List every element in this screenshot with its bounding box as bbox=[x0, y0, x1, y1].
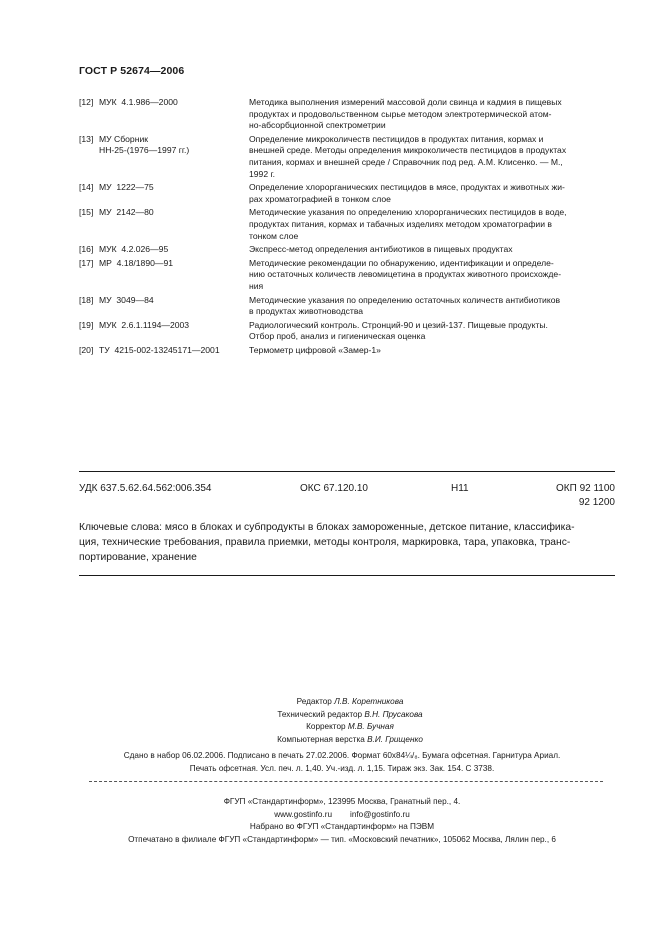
reference-code-line: НН-25-(1976—1997 гг.) bbox=[99, 145, 190, 156]
editor-credit bbox=[180, 734, 520, 747]
reference-code bbox=[99, 295, 249, 318]
editor-role: Технический редактор bbox=[277, 709, 363, 719]
reference-code bbox=[99, 97, 249, 132]
okp-code-line: ОКП 92 1100 bbox=[556, 483, 615, 494]
reference-code bbox=[99, 182, 249, 205]
reference-number: [19] bbox=[79, 319, 94, 330]
reference-item bbox=[79, 258, 615, 293]
reference-title bbox=[249, 320, 615, 343]
printing-note: Отпечатано в филиале ФГУП «Стандартинформ» — тип. «Московский печатник», 105062 Москва, Лялин пер., 6 bbox=[128, 834, 556, 844]
reference-title-line: Отбор проб, анализ и гигиеническая оценка bbox=[249, 331, 426, 342]
editor-role: Компьютерная верстка bbox=[277, 734, 365, 744]
editor-credit bbox=[180, 721, 520, 734]
reference-code-line: ТУ 4215-002-13245171—2001 bbox=[99, 344, 220, 355]
email-link[interactable]: info@gostinfo.ru bbox=[350, 809, 410, 819]
reference-title bbox=[249, 258, 615, 293]
reference-title-line: Термометр цифровой «Замер-1» bbox=[249, 344, 381, 355]
reference-item bbox=[79, 345, 615, 357]
reference-item bbox=[79, 295, 615, 318]
reference-title-line: Методические указания по определению хлорорганических пестицидов в воде, bbox=[249, 207, 567, 218]
reference-title bbox=[249, 207, 615, 242]
typesetting-note: Набрано во ФГУП «Стандартинформ» на ПЭВМ bbox=[249, 822, 435, 831]
imprint-line: Сдано в набор 06.02.2006. Подписано в печать 27.02.2006. Формат 60x84¼/₈. Бумага офсетная. Гарнитура Ариал. bbox=[123, 751, 561, 760]
reference-code bbox=[99, 258, 249, 293]
reference-number: [17] bbox=[79, 257, 94, 268]
publisher-contacts bbox=[82, 809, 602, 822]
reference-number: [18] bbox=[79, 294, 94, 305]
group-code: Н11 bbox=[451, 483, 469, 494]
reference-title bbox=[249, 345, 615, 357]
reference-title-line: но-абсорбционной спектрометрии bbox=[249, 120, 386, 131]
reference-item bbox=[79, 182, 615, 205]
reference-title-line: Методические указания по определению остаточных количеств антибиотиков bbox=[249, 294, 561, 305]
references-list bbox=[79, 97, 615, 358]
udc-code: УДК 637.5.62.64.562:006.354 bbox=[79, 483, 212, 494]
reference-title-line: нию остаточных количеств левомицетина в продуктах животного происхожде- bbox=[249, 269, 562, 280]
imprint-line: Печать офсетная. Усл. печ. л. 1,40. Уч.-изд. л. 1,15. Тираж экз. Зак. 154. С 3738. bbox=[189, 763, 495, 773]
reference-code bbox=[99, 134, 249, 180]
reference-item bbox=[79, 244, 615, 256]
website-link[interactable]: www.gostinfo.ru bbox=[274, 809, 333, 819]
reference-number: [16] bbox=[79, 244, 94, 255]
reference-number: [12] bbox=[79, 97, 94, 107]
editor-name: В.И. Грищенко bbox=[367, 734, 423, 744]
keywords-line: портирование, хранение bbox=[79, 552, 197, 563]
oks-code: ОКС 67.120.10 bbox=[300, 483, 368, 494]
reference-title-line: в продуктах животноводства bbox=[249, 306, 364, 317]
reference-title bbox=[249, 97, 615, 132]
reference-code-line: МР 4.18/1890—91 bbox=[99, 257, 174, 268]
publisher-info bbox=[82, 796, 602, 846]
editor-name: М.В. Бучная bbox=[347, 722, 394, 731]
reference-code-line: МУК 2.6.1.1194—2003 bbox=[99, 319, 190, 330]
reference-title bbox=[249, 244, 615, 256]
reference-number: [13] bbox=[79, 133, 94, 144]
reference-code-line: МУК 4.2.026—95 bbox=[99, 244, 169, 255]
reference-code-line: МУК 4.1.986—2000 bbox=[99, 97, 178, 107]
editor-name: Л.В. Коретникова bbox=[334, 697, 404, 706]
document-code-header: ГОСТ Р 52674—2006 bbox=[79, 65, 185, 77]
reference-title-line: продуктах и продовольственном сырье методом электротермической атом- bbox=[249, 108, 552, 119]
reference-code-line: МУ Сборник bbox=[99, 133, 148, 144]
editor-role: Корректор bbox=[306, 722, 346, 731]
reference-title bbox=[249, 182, 615, 205]
dashed-divider bbox=[89, 781, 603, 782]
reference-code-line: МУ 2142—80 bbox=[99, 207, 154, 218]
okp-code-line: 92 1200 bbox=[578, 497, 615, 508]
top-divider bbox=[79, 471, 615, 472]
reference-number: [15] bbox=[79, 207, 94, 218]
reference-item bbox=[79, 97, 615, 132]
keywords-line: Ключевые слова: мясо в блоках и субпродукты в блоках замороженные, детское питание, классифика- bbox=[79, 522, 575, 533]
editorial-credits bbox=[180, 696, 520, 746]
reference-code-line: МУ 1222—75 bbox=[99, 182, 154, 193]
editor-credit bbox=[180, 709, 520, 722]
reference-title bbox=[249, 295, 615, 318]
reference-title-line: Определение хлорорганических пестицидов в мясе, продуктах и животных жи- bbox=[249, 182, 565, 193]
reference-number: [20] bbox=[79, 344, 94, 355]
reference-number: [14] bbox=[79, 182, 94, 193]
reference-item bbox=[79, 134, 615, 180]
keywords-paragraph bbox=[79, 520, 615, 565]
editor-role: Редактор bbox=[296, 697, 332, 706]
reference-title-line: Методические рекомендации по обнаружению, идентификации и определе- bbox=[249, 257, 554, 268]
reference-title-line: тонком слое bbox=[249, 230, 299, 241]
reference-title bbox=[249, 134, 615, 180]
editor-credit bbox=[180, 696, 520, 709]
bottom-divider bbox=[79, 575, 615, 576]
reference-item bbox=[79, 207, 615, 242]
reference-title-line: рах хроматографией в тонком слое bbox=[249, 193, 391, 204]
imprint-details bbox=[82, 750, 602, 775]
reference-title-line: Методика выполнения измерений массовой доли свинца и кадмия в пищевых bbox=[249, 97, 562, 107]
reference-code bbox=[99, 345, 249, 357]
reference-title-line: продуктах питания, кормах и табачных изделиях методом хроматографии в bbox=[249, 218, 552, 229]
reference-title-line: Экспресс-метод определения антибиотиков в пищевых продуктах bbox=[249, 244, 513, 255]
keywords-line: ция, технические требования, правила приемки, методы контроля, маркировка, тара, упаковка, транс- bbox=[79, 537, 571, 548]
reference-title-line: внешней среде. Методы определения микроколичеств пестицидов в продуктах bbox=[249, 145, 567, 156]
editor-name: В.Н. Прусакова bbox=[364, 709, 423, 719]
reference-title-line: Определение микроколичеств пестицидов в продуктах питания, кормах и bbox=[249, 133, 544, 144]
reference-code bbox=[99, 320, 249, 343]
okp-codes bbox=[556, 482, 615, 510]
reference-item bbox=[79, 320, 615, 343]
reference-code-line: МУ 3049—84 bbox=[99, 294, 154, 305]
reference-title-line: Радиологический контроль. Стронций-90 и цезий-137. Пищевые продукты. bbox=[249, 319, 548, 330]
reference-title-line: 1992 г. bbox=[249, 168, 275, 179]
reference-title-line: питания, кормах и внешней среде / Справочник под ред. А.М. Клисенко. — М., bbox=[249, 156, 563, 167]
classification-row bbox=[79, 483, 615, 513]
publisher-address: ФГУП «Стандартинформ», 123995 Москва, Гранатный пер., 4. bbox=[223, 797, 461, 806]
reference-code bbox=[99, 207, 249, 242]
reference-title-line: ния bbox=[249, 280, 264, 291]
reference-code bbox=[99, 244, 249, 256]
